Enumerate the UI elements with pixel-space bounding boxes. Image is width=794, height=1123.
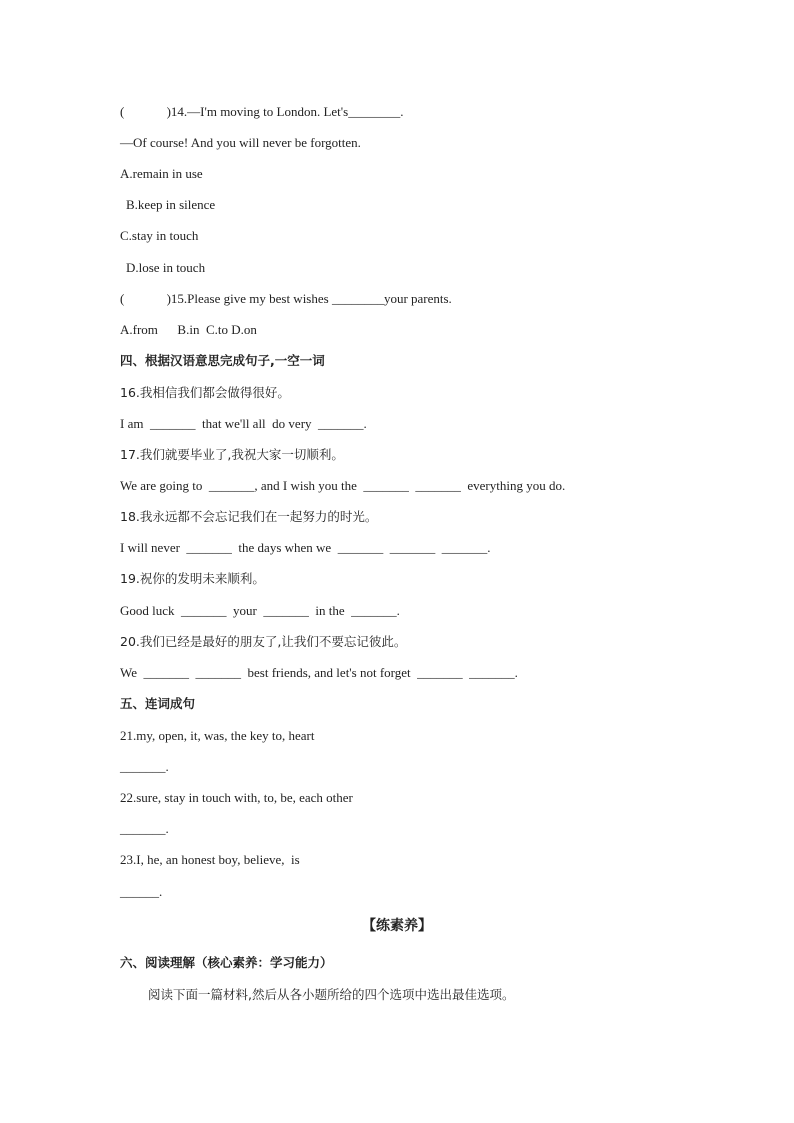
q19-chinese: 19.祝你的发明未来顺利。 <box>120 571 265 586</box>
q18-english: I will never _______ the days when we _______ _______ _______. <box>120 540 491 555</box>
q15-options: A.from B.in C.to D.on <box>120 322 257 337</box>
q23-words: 23.I, he, an honest boy, believe, is <box>120 852 300 867</box>
q14-option-c: C.stay in touch <box>120 228 199 243</box>
q16-english: I am _______ that we'll all do very _______. <box>120 416 367 431</box>
q15-stem: ( )15.Please give my best wishes ________your parents. <box>120 291 452 306</box>
q16-chinese: 16.我相信我们都会做得很好。 <box>120 385 290 400</box>
q21-words: 21.my, open, it, was, the key to, heart <box>120 728 315 743</box>
q23-answer-blank: ______. <box>120 884 163 899</box>
section6-heading: 六、阅读理解（核心素养：学习能力） <box>120 955 333 970</box>
q20-chinese: 20.我们已经是最好的朋友了,让我们不要忘记彼此。 <box>120 634 407 649</box>
section5-heading: 五、连词成句 <box>120 696 196 711</box>
q14-option-d: D.lose in touch <box>126 260 206 275</box>
q14-stem: ( )14.—I'm moving to London. Let's________. <box>120 104 404 119</box>
q14-response: —Of course! And you will never be forgotten. <box>120 135 361 150</box>
section6-instruction: 阅读下面一篇材料,然后从各小题所给的四个选项中选出最佳选项。 <box>148 987 515 1002</box>
q18-chinese: 18.我永远都不会忘记我们在一起努力的时光。 <box>120 509 378 524</box>
q19-english: Good luck _______ your _______ in the _______. <box>120 603 400 618</box>
q17-chinese: 17.我们就要毕业了,我祝大家一切顺利。 <box>120 447 344 462</box>
q21-answer-blank: _______. <box>120 759 169 774</box>
q22-words: 22.sure, stay in touch with, to, be, each other <box>120 790 353 805</box>
q14-option-b: B.keep in silence <box>126 197 216 212</box>
section4-heading: 四、根据汉语意思完成句子,一空一词 <box>120 353 325 368</box>
q17-english: We are going to _______, and I wish you the _______ _______ everything you do. <box>120 478 566 493</box>
q22-answer-blank: _______. <box>120 821 169 836</box>
q20-english: We _______ _______ best friends, and let's not forget _______ _______. <box>120 665 518 680</box>
q14-option-a: A.remain in use <box>120 166 203 181</box>
practice-section-title: 【练素养】 <box>362 918 432 934</box>
